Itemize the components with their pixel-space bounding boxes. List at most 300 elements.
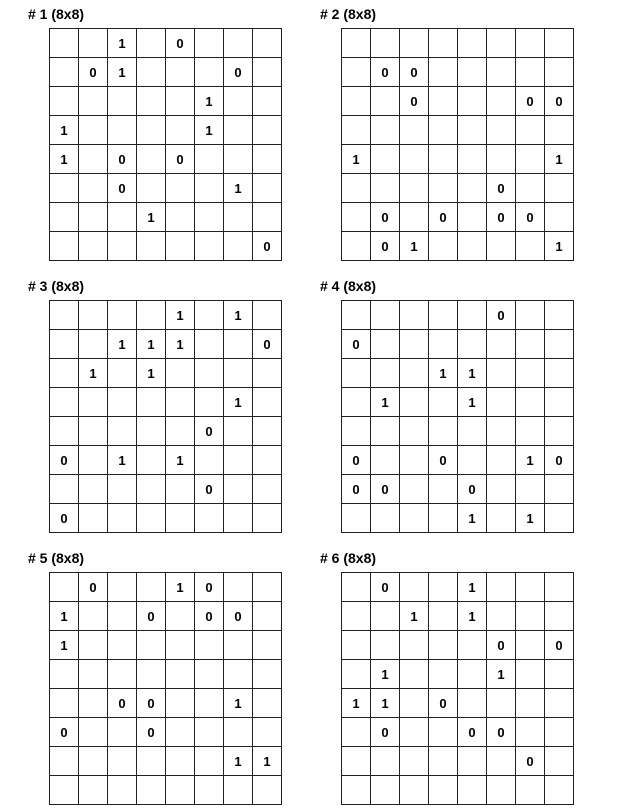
grid-cell[interactable]: 1 xyxy=(195,116,224,145)
grid-cell[interactable] xyxy=(108,602,137,631)
grid-cell[interactable] xyxy=(516,689,545,718)
grid-cell[interactable]: 1 xyxy=(224,388,253,417)
grid-cell[interactable] xyxy=(137,388,166,417)
grid-cell[interactable] xyxy=(429,29,458,58)
grid-cell[interactable] xyxy=(516,29,545,58)
grid-cell[interactable] xyxy=(195,718,224,747)
grid-cell[interactable] xyxy=(371,116,400,145)
grid-cell[interactable]: 1 xyxy=(166,446,195,475)
grid-cell[interactable]: 0 xyxy=(50,446,79,475)
grid-cell[interactable] xyxy=(516,58,545,87)
grid-cell[interactable] xyxy=(108,660,137,689)
grid-cell[interactable]: 0 xyxy=(545,631,574,660)
grid-cell[interactable] xyxy=(224,631,253,660)
grid-cell[interactable]: 1 xyxy=(224,301,253,330)
grid-cell[interactable] xyxy=(371,747,400,776)
grid-cell[interactable] xyxy=(400,475,429,504)
grid-cell[interactable] xyxy=(50,359,79,388)
grid-cell[interactable] xyxy=(429,330,458,359)
grid-cell[interactable] xyxy=(79,232,108,261)
grid-cell[interactable]: 1 xyxy=(108,446,137,475)
grid-cell[interactable] xyxy=(137,116,166,145)
grid-cell[interactable] xyxy=(108,475,137,504)
grid-cell[interactable] xyxy=(79,504,108,533)
grid-cell[interactable] xyxy=(342,116,371,145)
grid-cell[interactable] xyxy=(371,602,400,631)
grid-cell[interactable]: 1 xyxy=(166,301,195,330)
grid-cell[interactable] xyxy=(253,301,282,330)
grid-cell[interactable] xyxy=(108,359,137,388)
grid-cell[interactable] xyxy=(50,689,79,718)
grid-cell[interactable]: 0 xyxy=(371,232,400,261)
grid-cell[interactable]: 0 xyxy=(516,203,545,232)
grid-cell[interactable] xyxy=(253,174,282,203)
grid-cell[interactable] xyxy=(79,417,108,446)
grid-cell[interactable] xyxy=(50,232,79,261)
grid-cell[interactable]: 0 xyxy=(137,602,166,631)
grid-cell[interactable] xyxy=(545,718,574,747)
grid-cell[interactable] xyxy=(195,388,224,417)
grid-cell[interactable]: 1 xyxy=(137,330,166,359)
grid-cell[interactable] xyxy=(108,301,137,330)
grid-cell[interactable]: 0 xyxy=(50,504,79,533)
grid-cell[interactable] xyxy=(516,359,545,388)
grid-cell[interactable] xyxy=(487,87,516,116)
grid-cell[interactable] xyxy=(545,330,574,359)
grid-cell[interactable] xyxy=(429,116,458,145)
grid-cell[interactable] xyxy=(195,203,224,232)
grid-cell[interactable] xyxy=(166,475,195,504)
grid-cell[interactable] xyxy=(458,29,487,58)
grid-cell[interactable] xyxy=(108,631,137,660)
grid-cell[interactable] xyxy=(458,776,487,805)
grid-cell[interactable] xyxy=(487,29,516,58)
grid-cell[interactable] xyxy=(458,203,487,232)
grid-cell[interactable] xyxy=(253,504,282,533)
grid-cell[interactable] xyxy=(50,330,79,359)
grid-cell[interactable] xyxy=(50,776,79,805)
grid-cell[interactable] xyxy=(458,660,487,689)
grid-cell[interactable] xyxy=(429,145,458,174)
grid-cell[interactable] xyxy=(429,417,458,446)
grid-cell[interactable]: 0 xyxy=(429,689,458,718)
grid-cell[interactable] xyxy=(195,446,224,475)
grid-cell[interactable]: 0 xyxy=(79,58,108,87)
grid-cell[interactable] xyxy=(50,388,79,417)
grid-cell[interactable]: 1 xyxy=(400,602,429,631)
grid-cell[interactable] xyxy=(195,301,224,330)
grid-cell[interactable]: 1 xyxy=(108,330,137,359)
grid-cell[interactable]: 1 xyxy=(195,87,224,116)
grid-cell[interactable] xyxy=(137,776,166,805)
grid-cell[interactable]: 1 xyxy=(342,689,371,718)
grid-cell[interactable] xyxy=(400,330,429,359)
grid-cell[interactable]: 1 xyxy=(137,359,166,388)
grid-cell[interactable] xyxy=(487,747,516,776)
grid-cell[interactable] xyxy=(487,359,516,388)
grid-cell[interactable]: 1 xyxy=(545,145,574,174)
grid-cell[interactable] xyxy=(545,573,574,602)
grid-cell[interactable] xyxy=(342,602,371,631)
grid-cell[interactable] xyxy=(516,776,545,805)
grid-cell[interactable]: 0 xyxy=(371,203,400,232)
grid-cell[interactable] xyxy=(50,417,79,446)
grid-cell[interactable] xyxy=(253,475,282,504)
grid-cell[interactable] xyxy=(166,689,195,718)
grid-cell[interactable] xyxy=(79,602,108,631)
grid-cell[interactable] xyxy=(108,776,137,805)
grid-cell[interactable] xyxy=(342,631,371,660)
grid-cell[interactable] xyxy=(195,174,224,203)
grid-cell[interactable] xyxy=(545,504,574,533)
grid-cell[interactable] xyxy=(516,174,545,203)
grid-cell[interactable]: 0 xyxy=(487,203,516,232)
grid-cell[interactable] xyxy=(79,145,108,174)
grid-cell[interactable] xyxy=(458,232,487,261)
grid-cell[interactable] xyxy=(79,203,108,232)
grid-cell[interactable] xyxy=(79,689,108,718)
grid-cell[interactable]: 0 xyxy=(108,174,137,203)
grid-cell[interactable] xyxy=(108,747,137,776)
grid-cell[interactable] xyxy=(371,87,400,116)
grid-cell[interactable] xyxy=(458,446,487,475)
grid-cell[interactable]: 1 xyxy=(458,602,487,631)
grid-cell[interactable] xyxy=(429,631,458,660)
grid-cell[interactable] xyxy=(195,330,224,359)
grid-cell[interactable]: 0 xyxy=(79,573,108,602)
grid-cell[interactable] xyxy=(458,301,487,330)
grid-cell[interactable] xyxy=(224,718,253,747)
grid-cell[interactable]: 0 xyxy=(195,475,224,504)
grid-cell[interactable] xyxy=(487,446,516,475)
grid-cell[interactable] xyxy=(458,145,487,174)
grid-cell[interactable] xyxy=(195,232,224,261)
grid-cell[interactable] xyxy=(545,689,574,718)
grid-cell[interactable]: 1 xyxy=(108,58,137,87)
grid-cell[interactable] xyxy=(429,660,458,689)
grid-cell[interactable] xyxy=(137,29,166,58)
grid-cell[interactable]: 0 xyxy=(371,573,400,602)
grid-cell[interactable] xyxy=(108,203,137,232)
grid-cell[interactable]: 1 xyxy=(224,747,253,776)
grid-cell[interactable] xyxy=(342,232,371,261)
grid-cell[interactable] xyxy=(79,301,108,330)
grid-cell[interactable]: 0 xyxy=(458,718,487,747)
grid-cell[interactable] xyxy=(79,388,108,417)
grid-cell[interactable] xyxy=(342,388,371,417)
grid-cell[interactable] xyxy=(400,203,429,232)
grid-cell[interactable] xyxy=(516,631,545,660)
grid-cell[interactable] xyxy=(371,145,400,174)
grid-cell[interactable] xyxy=(400,573,429,602)
grid-cell[interactable] xyxy=(487,58,516,87)
grid-cell[interactable] xyxy=(371,504,400,533)
grid-cell[interactable]: 1 xyxy=(50,631,79,660)
grid-cell[interactable]: 0 xyxy=(545,446,574,475)
grid-cell[interactable]: 0 xyxy=(429,446,458,475)
grid-cell[interactable] xyxy=(429,58,458,87)
grid-cell[interactable] xyxy=(166,116,195,145)
grid-cell[interactable] xyxy=(400,174,429,203)
grid-cell[interactable] xyxy=(342,776,371,805)
grid-cell[interactable] xyxy=(166,58,195,87)
grid-cell[interactable]: 0 xyxy=(108,689,137,718)
grid-cell[interactable] xyxy=(224,330,253,359)
grid-cell[interactable] xyxy=(342,203,371,232)
grid-cell[interactable] xyxy=(516,330,545,359)
grid-cell[interactable] xyxy=(545,475,574,504)
grid-cell[interactable] xyxy=(516,475,545,504)
grid-cell[interactable] xyxy=(371,174,400,203)
grid-cell[interactable] xyxy=(429,504,458,533)
grid-cell[interactable]: 1 xyxy=(371,388,400,417)
grid-cell[interactable] xyxy=(137,747,166,776)
grid-cell[interactable] xyxy=(253,417,282,446)
grid-cell[interactable] xyxy=(429,602,458,631)
grid-cell[interactable] xyxy=(224,359,253,388)
grid-cell[interactable] xyxy=(166,87,195,116)
grid-cell[interactable] xyxy=(224,776,253,805)
grid-cell[interactable] xyxy=(195,504,224,533)
grid-cell[interactable]: 0 xyxy=(487,174,516,203)
grid-cell[interactable]: 0 xyxy=(224,602,253,631)
grid-cell[interactable]: 1 xyxy=(458,388,487,417)
grid-cell[interactable] xyxy=(545,660,574,689)
grid-cell[interactable] xyxy=(137,58,166,87)
grid-cell[interactable] xyxy=(545,301,574,330)
grid-cell[interactable] xyxy=(458,689,487,718)
grid-cell[interactable] xyxy=(371,417,400,446)
grid-cell[interactable]: 0 xyxy=(195,573,224,602)
grid-cell[interactable] xyxy=(400,388,429,417)
grid-cell[interactable] xyxy=(516,116,545,145)
grid-cell[interactable] xyxy=(545,747,574,776)
grid-cell[interactable] xyxy=(400,116,429,145)
grid-cell[interactable] xyxy=(487,504,516,533)
grid-cell[interactable] xyxy=(224,29,253,58)
grid-cell[interactable] xyxy=(342,660,371,689)
grid-cell[interactable] xyxy=(50,475,79,504)
grid-cell[interactable] xyxy=(50,174,79,203)
grid-cell[interactable]: 1 xyxy=(137,203,166,232)
grid-cell[interactable] xyxy=(342,87,371,116)
grid-cell[interactable]: 1 xyxy=(545,232,574,261)
grid-cell[interactable] xyxy=(545,417,574,446)
grid-cell[interactable]: 0 xyxy=(545,87,574,116)
grid-cell[interactable] xyxy=(400,446,429,475)
grid-cell[interactable] xyxy=(137,232,166,261)
grid-cell[interactable]: 0 xyxy=(371,475,400,504)
grid-cell[interactable]: 1 xyxy=(342,145,371,174)
grid-cell[interactable] xyxy=(400,660,429,689)
grid-cell[interactable]: 0 xyxy=(195,602,224,631)
grid-cell[interactable] xyxy=(458,631,487,660)
grid-cell[interactable]: 1 xyxy=(108,29,137,58)
grid-cell[interactable] xyxy=(224,475,253,504)
grid-cell[interactable]: 1 xyxy=(516,504,545,533)
grid-cell[interactable] xyxy=(137,504,166,533)
grid-cell[interactable] xyxy=(79,631,108,660)
grid-cell[interactable] xyxy=(516,660,545,689)
grid-cell[interactable] xyxy=(342,58,371,87)
grid-cell[interactable] xyxy=(166,203,195,232)
grid-cell[interactable] xyxy=(50,58,79,87)
grid-cell[interactable] xyxy=(487,388,516,417)
grid-cell[interactable]: 1 xyxy=(458,504,487,533)
grid-cell[interactable]: 0 xyxy=(224,58,253,87)
grid-cell[interactable] xyxy=(458,58,487,87)
grid-cell[interactable] xyxy=(79,330,108,359)
grid-cell[interactable] xyxy=(545,388,574,417)
grid-cell[interactable] xyxy=(429,87,458,116)
grid-cell[interactable] xyxy=(195,631,224,660)
grid-cell[interactable] xyxy=(371,446,400,475)
grid-cell[interactable]: 0 xyxy=(429,203,458,232)
grid-cell[interactable] xyxy=(253,718,282,747)
grid-cell[interactable] xyxy=(400,689,429,718)
grid-cell[interactable] xyxy=(342,573,371,602)
grid-cell[interactable]: 1 xyxy=(429,359,458,388)
grid-cell[interactable] xyxy=(429,776,458,805)
grid-cell[interactable] xyxy=(516,417,545,446)
grid-cell[interactable]: 0 xyxy=(342,330,371,359)
grid-cell[interactable] xyxy=(137,475,166,504)
grid-cell[interactable]: 1 xyxy=(224,689,253,718)
grid-cell[interactable] xyxy=(137,631,166,660)
grid-cell[interactable] xyxy=(253,689,282,718)
grid-cell[interactable] xyxy=(79,718,108,747)
grid-cell[interactable] xyxy=(253,631,282,660)
grid-cell[interactable]: 1 xyxy=(400,232,429,261)
grid-cell[interactable] xyxy=(166,631,195,660)
grid-cell[interactable] xyxy=(545,29,574,58)
grid-cell[interactable] xyxy=(516,718,545,747)
grid-cell[interactable] xyxy=(224,504,253,533)
grid-cell[interactable] xyxy=(487,116,516,145)
grid-cell[interactable] xyxy=(224,203,253,232)
grid-cell[interactable] xyxy=(195,145,224,174)
grid-cell[interactable]: 0 xyxy=(342,475,371,504)
grid-cell[interactable] xyxy=(516,602,545,631)
grid-cell[interactable] xyxy=(371,359,400,388)
grid-cell[interactable] xyxy=(458,417,487,446)
grid-cell[interactable] xyxy=(487,232,516,261)
grid-cell[interactable] xyxy=(342,504,371,533)
grid-cell[interactable] xyxy=(79,87,108,116)
grid-cell[interactable] xyxy=(429,301,458,330)
grid-cell[interactable] xyxy=(342,718,371,747)
grid-cell[interactable] xyxy=(545,174,574,203)
grid-cell[interactable]: 0 xyxy=(487,301,516,330)
grid-cell[interactable] xyxy=(429,747,458,776)
grid-cell[interactable] xyxy=(429,232,458,261)
grid-cell[interactable]: 0 xyxy=(166,145,195,174)
grid-cell[interactable] xyxy=(487,330,516,359)
grid-cell[interactable] xyxy=(342,417,371,446)
grid-cell[interactable] xyxy=(79,174,108,203)
grid-cell[interactable]: 1 xyxy=(50,116,79,145)
grid-cell[interactable] xyxy=(545,602,574,631)
grid-cell[interactable]: 1 xyxy=(371,689,400,718)
grid-cell[interactable]: 0 xyxy=(487,631,516,660)
grid-cell[interactable] xyxy=(195,660,224,689)
grid-cell[interactable] xyxy=(545,203,574,232)
grid-cell[interactable] xyxy=(371,776,400,805)
grid-cell[interactable] xyxy=(224,417,253,446)
grid-cell[interactable] xyxy=(253,388,282,417)
grid-cell[interactable]: 1 xyxy=(487,660,516,689)
grid-cell[interactable] xyxy=(50,747,79,776)
grid-cell[interactable] xyxy=(195,747,224,776)
grid-cell[interactable] xyxy=(224,660,253,689)
grid-cell[interactable]: 1 xyxy=(458,573,487,602)
grid-cell[interactable] xyxy=(50,573,79,602)
grid-cell[interactable] xyxy=(429,718,458,747)
grid-cell[interactable] xyxy=(253,58,282,87)
grid-cell[interactable] xyxy=(195,689,224,718)
grid-cell[interactable]: 0 xyxy=(195,417,224,446)
grid-cell[interactable] xyxy=(137,145,166,174)
grid-cell[interactable]: 0 xyxy=(400,58,429,87)
grid-cell[interactable] xyxy=(108,417,137,446)
grid-cell[interactable]: 1 xyxy=(371,660,400,689)
grid-cell[interactable] xyxy=(342,301,371,330)
grid-cell[interactable] xyxy=(166,359,195,388)
grid-cell[interactable] xyxy=(400,504,429,533)
grid-cell[interactable] xyxy=(487,145,516,174)
grid-cell[interactable] xyxy=(400,718,429,747)
grid-cell[interactable]: 1 xyxy=(166,573,195,602)
grid-cell[interactable] xyxy=(400,29,429,58)
grid-cell[interactable] xyxy=(79,475,108,504)
grid-cell[interactable] xyxy=(224,446,253,475)
grid-cell[interactable]: 0 xyxy=(253,330,282,359)
grid-cell[interactable] xyxy=(487,475,516,504)
grid-cell[interactable] xyxy=(400,359,429,388)
grid-cell[interactable] xyxy=(79,747,108,776)
grid-cell[interactable] xyxy=(166,747,195,776)
grid-cell[interactable]: 0 xyxy=(400,87,429,116)
grid-cell[interactable]: 0 xyxy=(50,718,79,747)
grid-cell[interactable]: 1 xyxy=(50,145,79,174)
grid-cell[interactable]: 0 xyxy=(516,87,545,116)
grid-cell[interactable] xyxy=(400,776,429,805)
grid-cell[interactable]: 0 xyxy=(371,58,400,87)
grid-cell[interactable] xyxy=(137,417,166,446)
grid-cell[interactable] xyxy=(137,446,166,475)
grid-cell[interactable] xyxy=(400,747,429,776)
grid-cell[interactable] xyxy=(79,446,108,475)
grid-cell[interactable]: 0 xyxy=(108,145,137,174)
grid-cell[interactable] xyxy=(224,87,253,116)
grid-cell[interactable] xyxy=(108,232,137,261)
grid-cell[interactable]: 0 xyxy=(342,446,371,475)
grid-cell[interactable]: 0 xyxy=(516,747,545,776)
grid-cell[interactable] xyxy=(253,573,282,602)
grid-cell[interactable] xyxy=(50,301,79,330)
grid-cell[interactable] xyxy=(137,660,166,689)
grid-cell[interactable] xyxy=(371,631,400,660)
grid-cell[interactable] xyxy=(166,232,195,261)
grid-cell[interactable]: 0 xyxy=(458,475,487,504)
grid-cell[interactable] xyxy=(166,776,195,805)
grid-cell[interactable]: 0 xyxy=(253,232,282,261)
grid-cell[interactable] xyxy=(545,359,574,388)
grid-cell[interactable] xyxy=(79,660,108,689)
grid-cell[interactable]: 0 xyxy=(137,689,166,718)
grid-cell[interactable] xyxy=(224,573,253,602)
grid-cell[interactable] xyxy=(253,87,282,116)
